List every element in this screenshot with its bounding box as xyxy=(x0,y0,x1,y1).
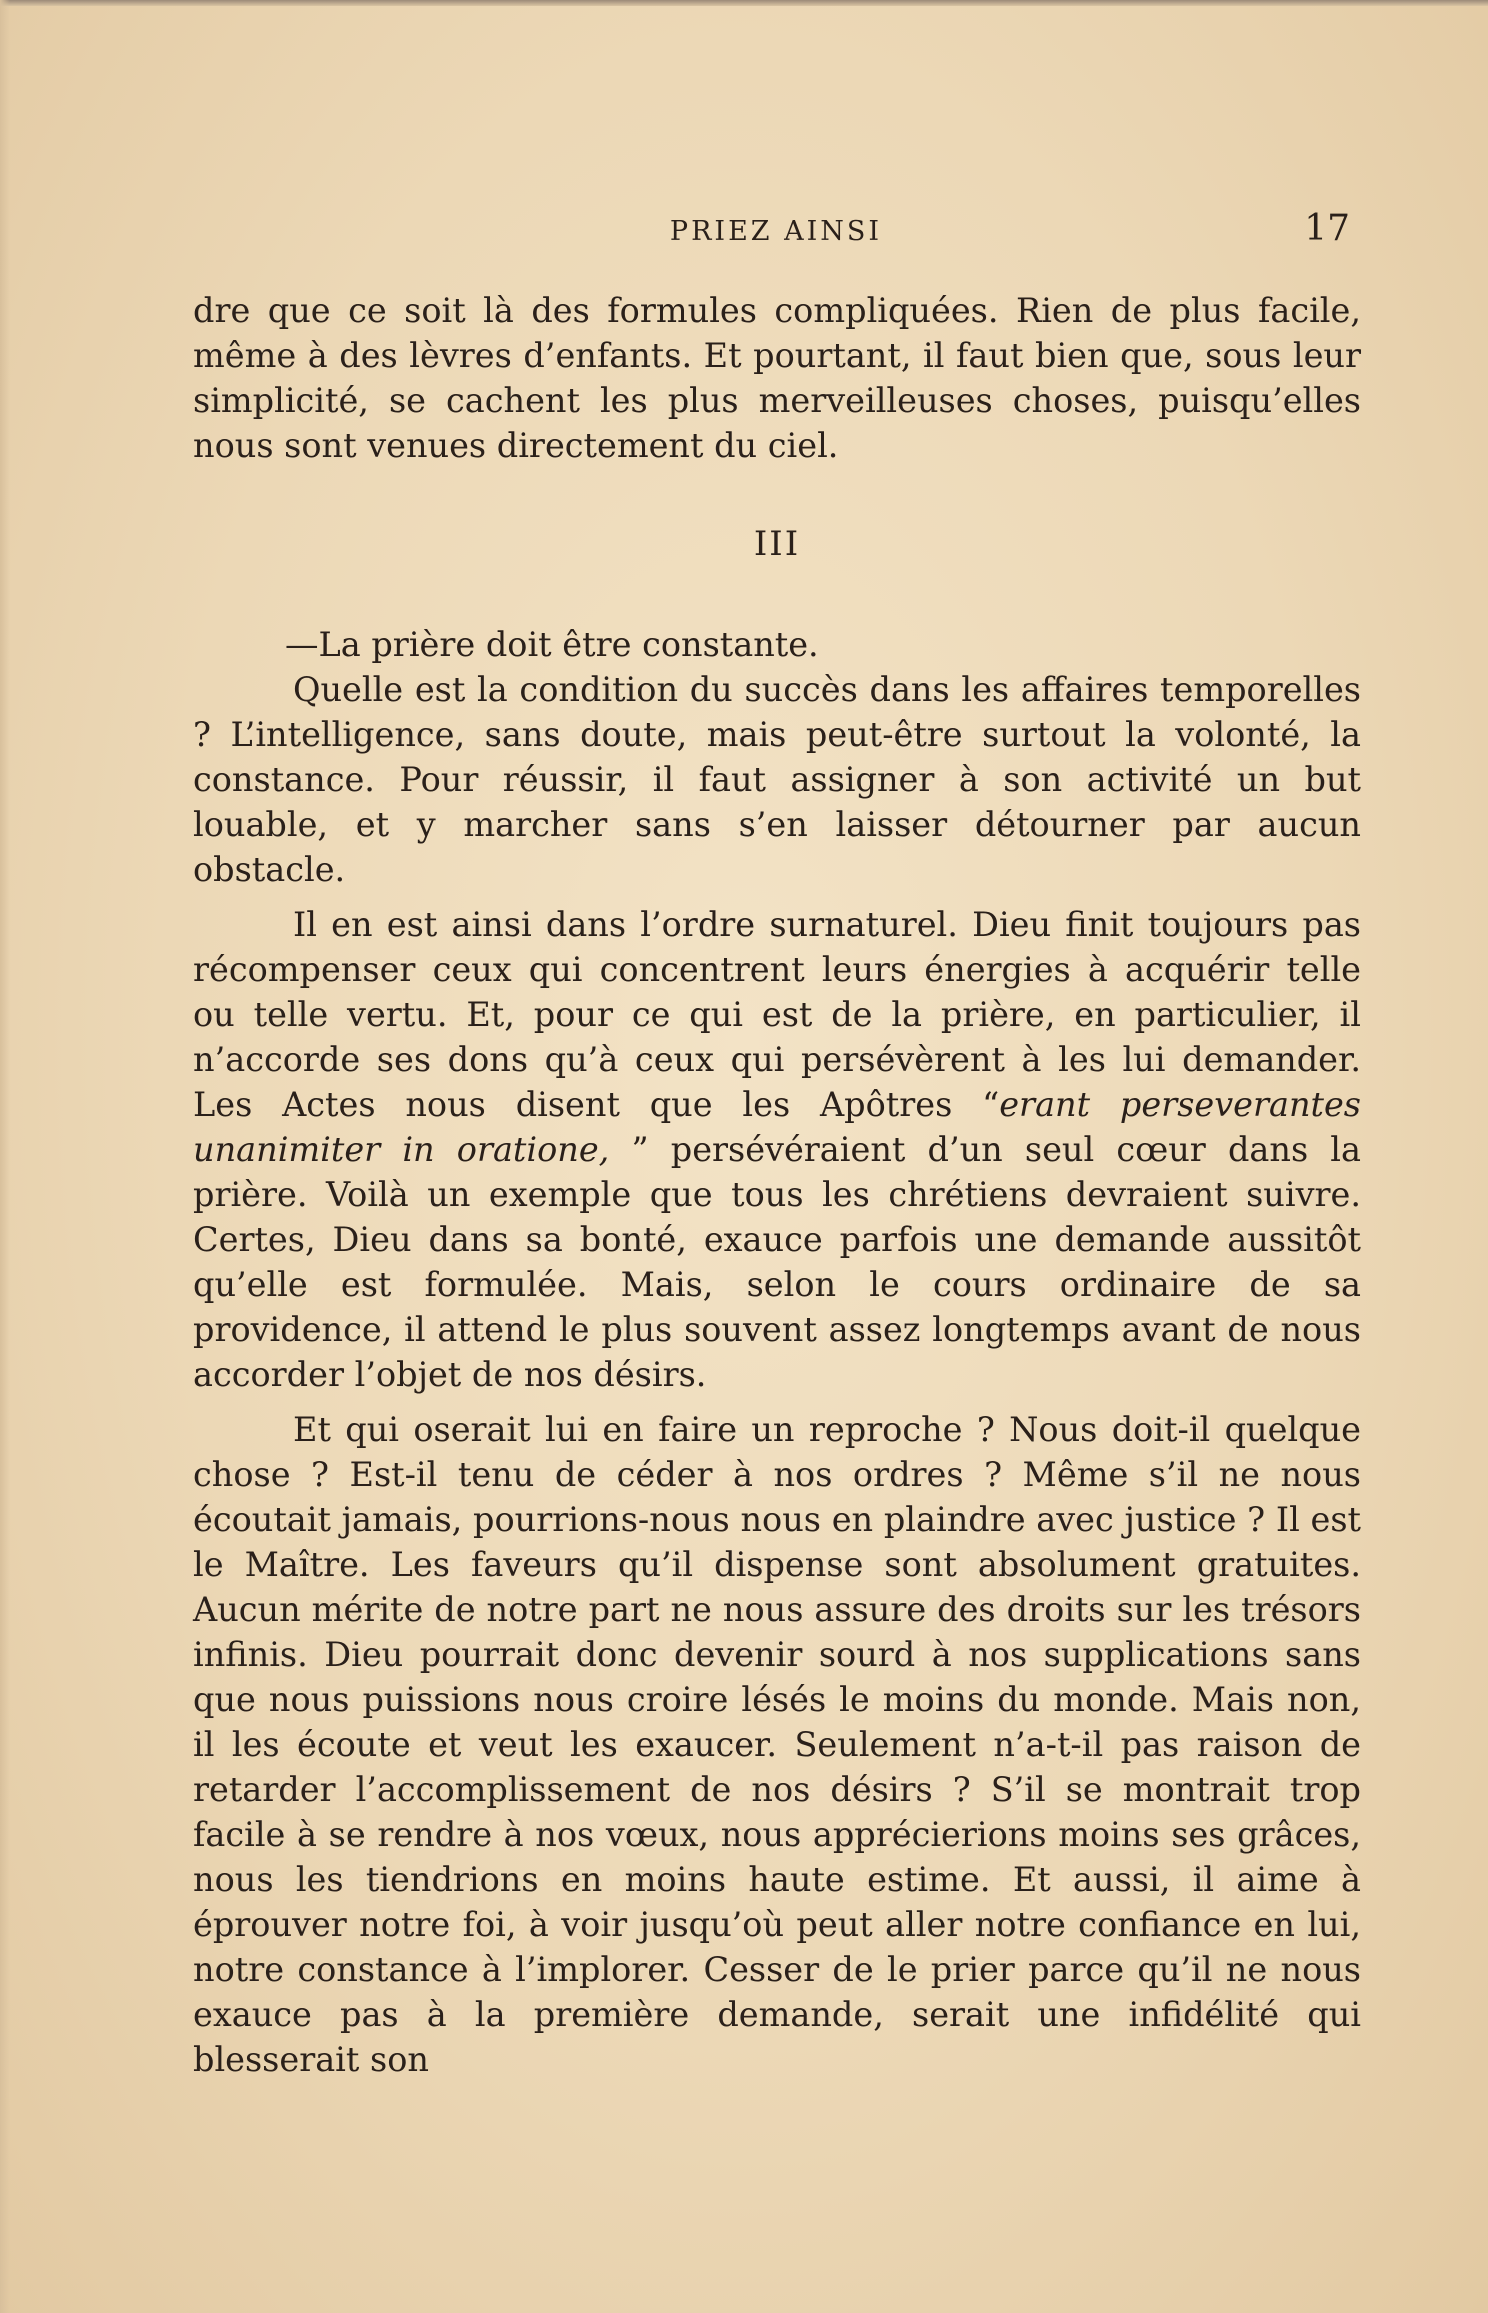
running-header xyxy=(196,208,1356,252)
section-subtitle: —La prière doit être constante. xyxy=(285,625,819,664)
page-top-edge xyxy=(0,0,1488,6)
paragraph: Quelle est la condition du succès dans les affaires temporelles ? L’intelligence, sans doute, mais peut-être surtout la volonté, la constance. Pour réussir, il faut assigner à son activité un but louable, et y marcher sans s’en laisser détourner par aucun obstacle. xyxy=(193,670,1361,889)
paragraph-text: ” persévéraient d’un seul cœur dans la prière. Voilà un exemple que tous les chrétiens devraient suivre. Certes, Dieu dans sa bonté, exauce parfois une demande aussitôt qu’elle est formulée. Mais, selon le cours ordinaire de sa providence, il attend le plus souvent assez longtemps avant de nous accorder l’objet de nos désirs. xyxy=(193,1130,1361,1394)
page-number: 17 xyxy=(1304,208,1350,249)
paragraph xyxy=(193,902,1361,1397)
paragraph: Et qui oserait lui en faire un reproche ? Nous doit-il quelque chose ? Est-il tenu de céder à nos ordres ? Même s’il ne nous écoutait jamais, pourrions-nous nous en plaindre avec justice ? Il est le Maître. Les faveurs qu’il dispense sont absolument gratuites. Aucun mérite de notre part ne nous assure des droits sur les trésors infinis. Dieu pourrait donc devenir sourd à nos supplications sans que nous puissions nous croire lésés le moins du monde. Mais non, il les écoute et veut les exaucer. Seulement n’a-t-il pas raison de retarder l’accomplissement de nos désirs ? S’il se montrait trop facile à se rendre à nos vœux, nous apprécierions moins ses grâces, nous les tiendrions en moins haute estime. Et aussi, il aime à éprouver notre foi, à voir jusqu’où peut aller notre confiance en lui, notre constance à l’implorer. Cesser de le prier parce qu’il ne nous exauce pas à la première demande, serait une infidélité qui blesserait son xyxy=(193,1410,1361,2079)
section-heading: III xyxy=(753,524,801,564)
paragraph-text: Il en est ainsi dans l’ordre surnaturel. Dieu finit toujours pas récompenser ceux qui concentrent leurs énergies à acquérir telle ou telle vertu. Et, pour ce qui est de la prière, en particulier, il n’accorde ses dons qu’à ceux qui persévèrent à les lui demander. Les Actes nous disent que les Apôtres “ xyxy=(193,905,1361,1124)
page-left-edge xyxy=(0,0,10,2313)
page-text xyxy=(193,288,1361,2082)
running-title: PRIEZ AINSI xyxy=(669,216,883,247)
latin-quotation: erant perseverantes unanimiter in oratione, xyxy=(193,1085,1362,1169)
paragraph-continued: dre que ce soit là des formules compliquées. Rien de plus facile, même à des lèvres d’enfants. Et pourtant, il faut bien que, sous leur simplicité, se cachent les plus merveilleuses choses, puisqu’elles nous sont venues directement du ciel. xyxy=(193,291,1361,465)
